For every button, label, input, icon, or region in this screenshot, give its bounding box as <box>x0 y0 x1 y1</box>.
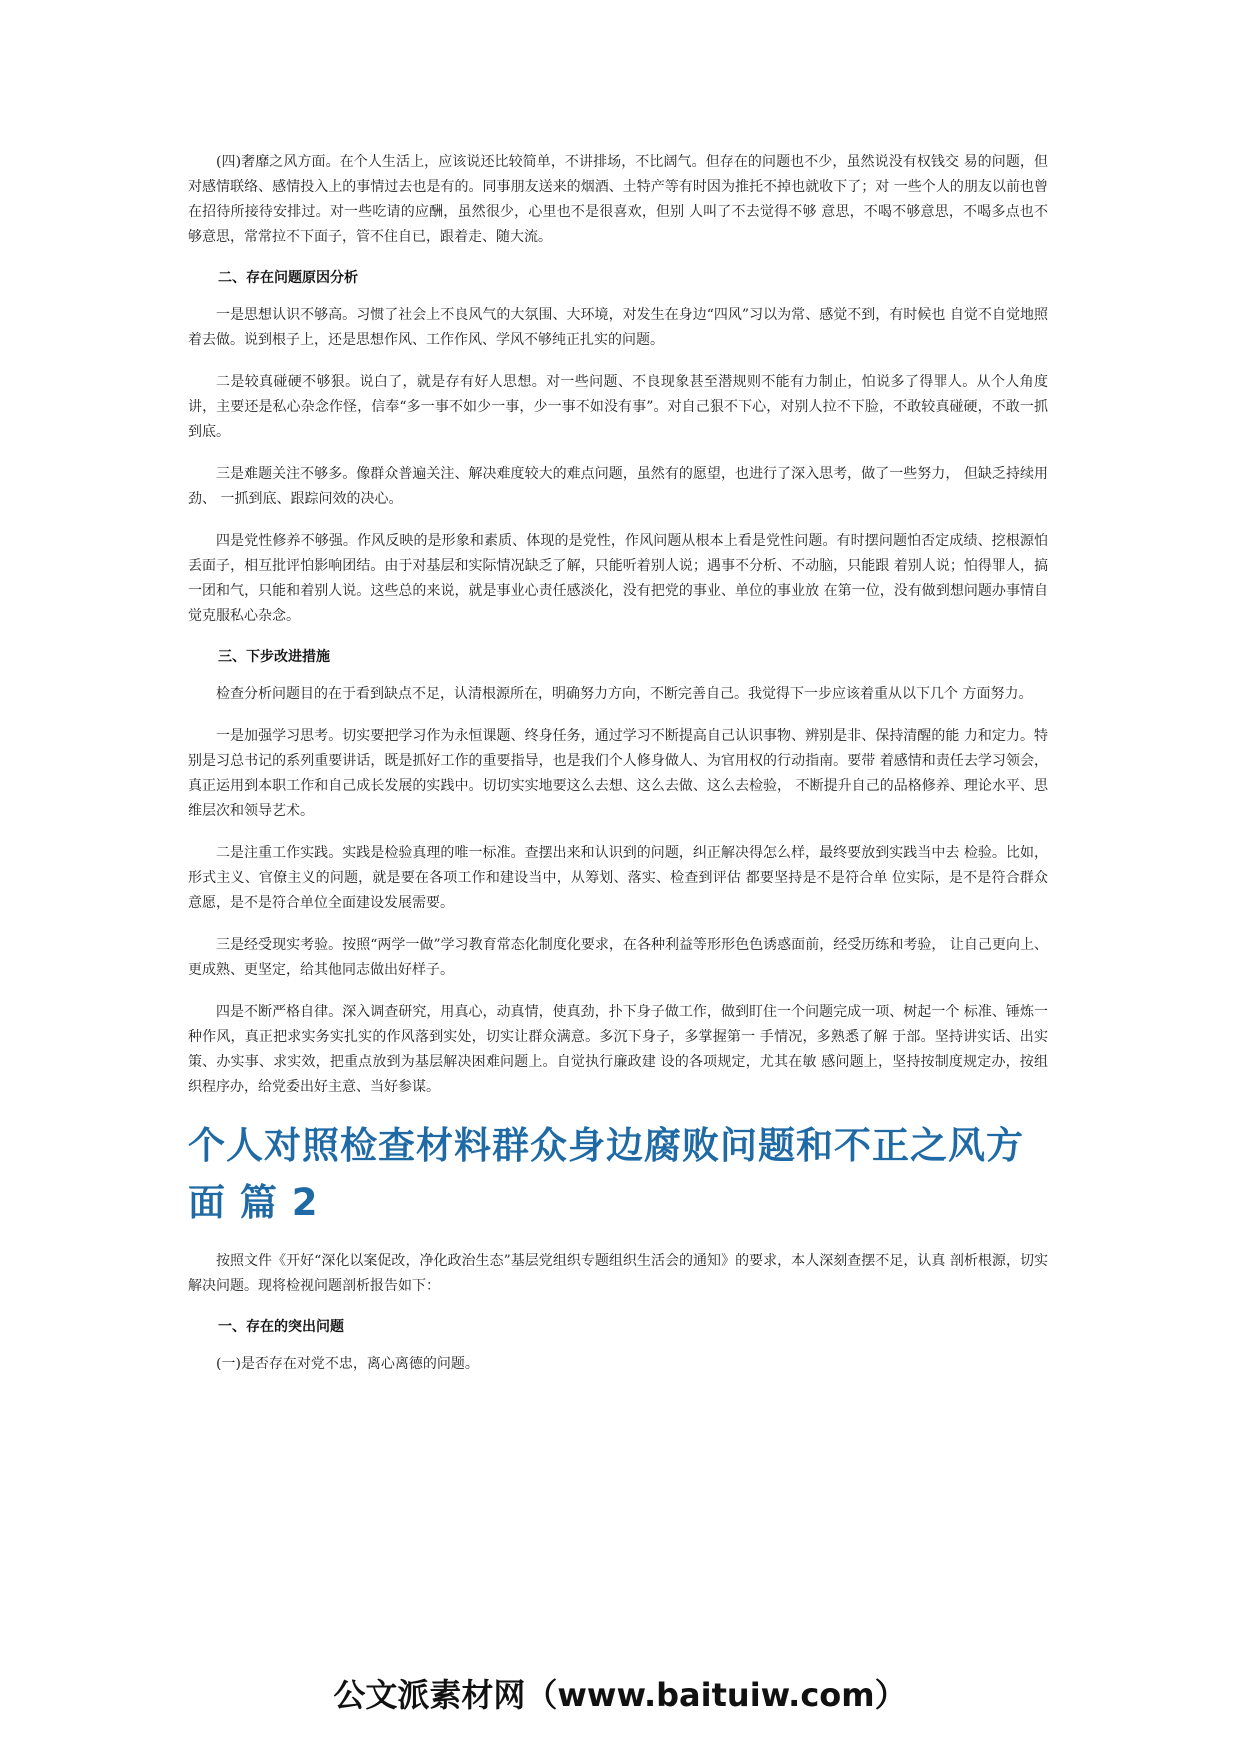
section-heading-improvement: 三、下步改进措施 <box>218 649 330 665</box>
paragraph-improvement-2: 二是注重工作实践。实践是检验真理的唯一标准。查摆出来和认识到的问题，纠正解决得怎么样，最终要放到实践当中去 检验。比如，形式主义、官僚主义的问题，就是要在各项工作和建设当中，从筹划、落实、检查到评估 都要坚持是不是符合单 位实际，是不是符合群众意愿，是不是符合单位全面建设发展需要。 <box>188 845 1048 911</box>
document-body <box>188 150 1048 1394</box>
paragraph-cause-3: 三是难题关注不够多。像群众普遍关注、解决难度较大的难点问题，虽然有的愿望，也进行了深入思考，做了一些努力， 但缺乏持续用劲、 一抓到底、跟踪问效的决心。 <box>188 466 1048 507</box>
paragraph-cause-2: 二是较真碰硬不够狠。说白了，就是存有好人思想。对一些问题、不良现象甚至潜规则不能有力制止，怕说多了得罪人。从个人角度讲，主要还是私心杂念作怪，信奉“多一事不如少一事，少一事不如没有事”。对自己狠不下心，对别人拉不下脸，不敢较真碰硬，不敢一抓到底。 <box>188 374 1048 440</box>
paragraph-improvement-intro: 检查分析问题目的在于看到缺点不足，认清根源所在，明确努力方向，不断完善自己。我觉得下一步应该着重从以下几个 方面努力。 <box>216 686 1033 702</box>
paragraph-improvement-3: 三是经受现实考验。按照“两学一做”学习教育常态化制度化要求，在各种利益等形形色色诱惑面前，经受历练和考验， 让自己更向上、更成熟、更坚定，给其他同志做出好样子。 <box>188 937 1048 978</box>
paragraph-cause-4: 四是党性修养不够强。作风反映的是形象和素质、体现的是党性，作风问题从根本上看是党性问题。有时摆问题怕否定成绩、挖根源怕丢面子，相互批评怕影响团结。由于对基层和实际情况缺乏了解，只能听着别人说；遇事不分析、不动脑，只能跟 着别人说；怕得罪人，搞一团和气，只能和着别人说。这些总的来说，就是事业心责任感淡化，没有把党的事业、单位的事业放 在第一位，没有做到想问题办事情自觉克服私心杂念。 <box>188 533 1048 624</box>
section-heading-problems: 一、存在的突出问题 <box>218 1319 344 1335</box>
paragraph-improvement-1: 一是加强学习思考。切实要把学习作为永恒课题、终身任务，通过学习不断提高自己认识事物、辨别是非、保持清醒的能 力和定力。特别是习总书记的系列重要讲话，既是抓好工作的重要指导，也是我们个人修身做人、为官用权的行动指南。要带 着感情和责任去学习领会，真正运用到本职工作和自己成长发展的实践中。切切实实地要这么去想、这么去做、这么去检验， 不断提升自己的品格修养、理论水平、思维层次和领导艺术。 <box>188 728 1048 819</box>
paragraph-article-intro: 按照文件《开好“深化以案促改，净化政治生态”基层党组织专题组织生活会的通知》的要求，本人深刻查摆不足，认真 剖析根源，切实解决问题。现将检视问题剖析报告如下： <box>188 1253 1048 1294</box>
paragraph-cause-1: 一是思想认识不够高。习惯了社会上不良风气的大氛围、大环境，对发生在身边“四风”习以为常、感觉不到，有时候也 自觉不自觉地照着去做。说到根子上，还是思想作风、工作作风、学风不够纯正扎实的问题。 <box>188 307 1048 348</box>
paragraph-improvement-4: 四是不断严格自律。深入调查研究，用真心，动真情，使真劲，扑下身子做工作，做到盯住一个问题完成一项、树起一个 标准、锤炼一种作风，真正把求实务实扎实的作风落到实处，切实让群众满意。多沉下身子，多掌握第一 手情况，多熟悉了解 于部。坚持讲实话、出实策、办实事、求实效，把重点放到为基层解决困难问题上。自觉执行廉政建 设的各项规定，尤其在敏 感问题上，坚持按制度规定办，按组织程序办，给党委出好主意、当好参谋。 <box>188 1004 1048 1095</box>
article-title: 个人对照检查材料群众身边腐败问题和不正之风方面 篇 2 <box>188 1124 1024 1224</box>
paragraph-extravagance: (四)奢靡之风方面。在个人生活上，应该说还比较简单，不讲排场，不比阔气。但存在的问题也不少，虽然说没有权钱交 易的问题，但对感情联络、感情投入上的事情过去也是有的。同事朋友送来的烟酒、土特产等有时因为推托不掉也就收下了；对 一些个人的朋友以前也曾在招待所接待安排过。对一些吃请的应酬，虽然很少，心里也不是很喜欢，但别 人叫了不去觉得不够 意思，不喝不够意思，不喝多点也不够意思，常常拉不下面子，管不住自已，跟着走、随大流。 <box>188 154 1048 245</box>
paragraph-problem-1: (一)是否存在对党不忠，离心离德的问题。 <box>216 1356 479 1372</box>
section-heading-cause-analysis: 二、存在问题原因分析 <box>218 270 358 286</box>
footer-watermark: 公文派素材网（www.baituiw.com） <box>333 1676 907 1714</box>
